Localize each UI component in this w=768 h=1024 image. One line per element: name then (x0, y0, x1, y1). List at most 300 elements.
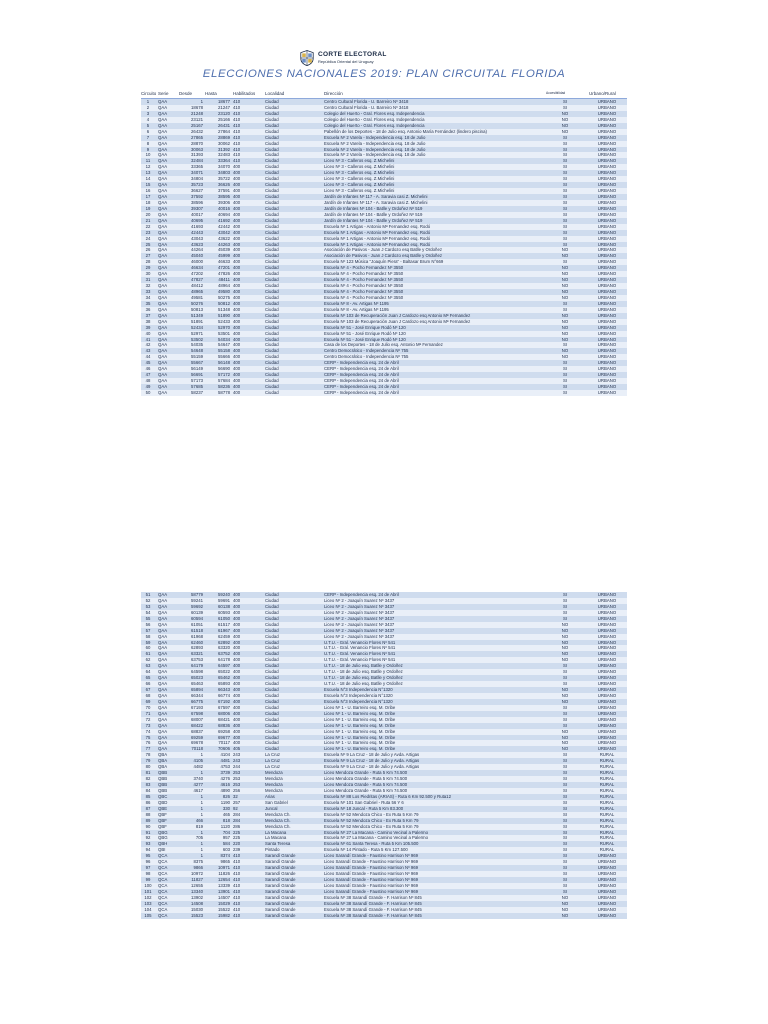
cell-serie: QBA (158, 758, 168, 764)
cell-desde: 15030 (191, 906, 203, 912)
cell-hasta: 18677 (218, 99, 230, 104)
cell-habilitados: 400 (233, 289, 241, 294)
cell-circuito: 70 (145, 704, 151, 710)
cell-localidad: Ciudad (265, 223, 279, 229)
cell-desde: 1 (200, 829, 203, 835)
cell-urbano-rural: RURAL (599, 835, 615, 841)
cell-hasta: 28869 (218, 134, 230, 140)
cell-urbano-rural: URBANO (597, 853, 617, 859)
cell-urbano-rural: URBANO (597, 900, 617, 906)
cell-localidad: Mendoza Ch. (265, 817, 291, 823)
cell-urbano-rural: URBANO (597, 877, 617, 882)
cell-circuito: 5 (146, 122, 150, 128)
cell-direccion: Escuela N°3 Independencia N°1320 (324, 698, 393, 704)
cell-serie: QAA (158, 223, 168, 229)
cell-desde: 35723 (191, 182, 203, 188)
cell-desde: 46634 (191, 265, 203, 271)
cell-serie: QAA (158, 205, 168, 211)
cell-habilitados: 400 (233, 627, 241, 633)
cell-circuito: 91 (145, 829, 151, 835)
cell-localidad: Ciudad (265, 330, 279, 336)
cell-localidad: Ciudad (265, 687, 279, 692)
cell-urbano-rural: URBANO (597, 865, 617, 871)
cell-circuito: 79 (145, 758, 151, 764)
cell-localidad: La Macana (265, 829, 287, 835)
cell-accesibilidad: SI (562, 366, 568, 372)
cell-habilitados: 400 (233, 312, 241, 318)
cell-circuito: 46 (145, 366, 151, 372)
cell-circuito: 47 (145, 372, 151, 378)
cell-habilitados: 400 (233, 259, 241, 265)
cell-desde: 60594 (191, 615, 203, 621)
cell-accesibilidad: SI (562, 817, 568, 823)
cell-direccion: Liceo Sarandí Grande - Faustino Harrison Nº 969 (324, 871, 419, 877)
cell-accesibilidad: NO (561, 122, 569, 128)
cell-hasta: 15029 (218, 900, 230, 906)
cell-circuito: 34 (145, 294, 151, 300)
cell-serie: QAA (158, 104, 168, 110)
cell-localidad: La Macana (265, 835, 287, 841)
cell-urbano-rural: URBANO (597, 888, 617, 894)
cell-hasta: 66774 (218, 692, 230, 698)
cell-serie: QAA (158, 639, 168, 645)
cell-desde: 65023 (191, 675, 203, 681)
cell-habilitados: 400 (233, 360, 241, 366)
cell-accesibilidad: SI (562, 758, 568, 764)
cell-serie: QAA (158, 140, 168, 146)
cell-hasta: 58778 (218, 389, 230, 395)
cell-hasta: 957 (222, 835, 230, 841)
cell-hasta: 49580 (218, 289, 230, 294)
cell-serie: QAA (158, 366, 168, 372)
cell-urbano-rural: URBANO (597, 348, 617, 354)
cell-direccion: Liceo Nº 1 - U. Barreiro esq. M. Oribe (324, 710, 396, 716)
cell-circuito: 26 (145, 247, 151, 253)
cell-habilitados: 410 (233, 912, 241, 918)
cell-desde: 48965 (191, 289, 203, 294)
cell-habilitados: 410 (233, 900, 241, 906)
cell-urbano-rural: URBANO (597, 372, 617, 378)
cell-habilitados: 253 (233, 770, 241, 776)
cell-urbano-rural: URBANO (597, 592, 617, 597)
cell-localidad: Sarandí Grande (265, 853, 296, 859)
cell-hasta: 10971 (218, 865, 230, 871)
cell-direccion: Escuela N°3 Independencia N°1320 (324, 687, 393, 692)
cell-localidad: Ciudad (265, 289, 279, 294)
circuit-table-page-1 (141, 89, 627, 396)
cell-circuito: 4 (146, 116, 150, 122)
cell-circuito: 49 (145, 384, 151, 389)
cell-localidad: Ciudad (265, 122, 279, 128)
cell-accesibilidad: NO (561, 354, 569, 360)
cell-desde: 57173 (191, 378, 203, 384)
cell-direccion: Centro Democrático - Independencia Nº 755 (324, 348, 409, 354)
cell-accesibilidad: NO (561, 740, 569, 746)
cell-circuito: 55 (145, 615, 151, 621)
cell-desde: 1 (200, 793, 203, 799)
cell-serie: QAA (158, 271, 168, 277)
cell-serie: QAA (158, 651, 168, 657)
cell-hasta: 69258 (218, 728, 230, 734)
cell-hasta: 21247 (218, 104, 230, 110)
cell-desde: 70118 (191, 746, 203, 752)
cell-habilitados: 400 (233, 657, 241, 663)
cell-urbano-rural: URBANO (597, 289, 617, 294)
cell-desde: 33365 (191, 164, 203, 170)
cell-urbano-rural: URBANO (597, 176, 617, 182)
cell-desde: 69678 (191, 740, 203, 746)
cell-accesibilidad: NO (561, 692, 569, 698)
cell-serie: QAA (158, 176, 168, 182)
cell-localidad: Ciudad (265, 746, 279, 752)
cell-desde: 34804 (191, 176, 203, 182)
cell-circuito: 18 (145, 199, 151, 205)
cell-direccion: Liceo Nº 1 - U. Barreiro esq. M. Oribe (324, 746, 396, 752)
cell-circuito: 36 (145, 306, 151, 312)
cell-localidad: Ciudad (265, 728, 279, 734)
cell-urbano-rural: URBANO (597, 312, 617, 318)
cell-urbano-rural: URBANO (597, 152, 617, 158)
cell-localidad: Ciudad (265, 592, 279, 597)
cell-accesibilidad: NO (561, 110, 569, 116)
cell-urbano-rural: URBANO (597, 639, 617, 645)
cell-habilitados: 239 (233, 847, 241, 853)
cell-desde: 25167 (191, 122, 203, 128)
cell-habilitados: 400 (233, 372, 241, 378)
column-header: Habilitados (233, 91, 256, 96)
cell-urbano-rural: URBANO (597, 366, 617, 372)
cell-serie: QBD (158, 799, 168, 805)
cell-desde: 62460 (191, 639, 203, 645)
cell-hasta: 30062 (218, 140, 230, 146)
cell-localidad: Mendoza (265, 787, 283, 793)
cell-serie: QBF (158, 823, 167, 829)
cell-urbano-rural: URBANO (597, 217, 617, 223)
cell-hasta: 4890 (220, 787, 230, 793)
cell-accesibilidad: NO (561, 294, 569, 300)
corte-electoral-logo-icon (300, 50, 314, 66)
cell-desde: 60139 (191, 609, 203, 615)
cell-urbano-rural: URBANO (597, 912, 617, 918)
cell-serie: QBB (158, 770, 168, 776)
cell-direccion: Colegio del Huerto - Gral. Flores esq. Independencia (324, 110, 425, 116)
cell-urbano-rural: URBANO (597, 122, 617, 128)
cell-habilitados: 400 (233, 704, 241, 710)
cell-accesibilidad: NO (561, 318, 569, 324)
cell-serie: QAA (158, 692, 168, 698)
cell-direccion: CERP - Independencia esq. 24 de Abril (324, 378, 399, 384)
cell-urbano-rural: URBANO (597, 253, 617, 259)
cell-urbano-rural: URBANO (597, 657, 617, 663)
cell-localidad: Arias (265, 793, 275, 799)
cell-urbano-rural: URBANO (597, 603, 617, 609)
cell-serie: QAA (158, 152, 168, 158)
cell-direccion: Jardín de Infantes Nº 104 - Batlle y Ordoñez Nº 519 (324, 217, 423, 223)
cell-serie: QAA (158, 360, 168, 366)
cell-accesibilidad: NO (561, 651, 569, 657)
cell-localidad: Ciudad (265, 300, 279, 306)
cell-serie: QAA (158, 217, 168, 223)
cell-urbano-rural: URBANO (597, 378, 617, 384)
cell-hasta: 66343 (218, 687, 230, 692)
cell-urbano-rural: RURAL (599, 764, 615, 770)
cell-accesibilidad: SI (562, 829, 568, 835)
cell-habilitados: 400 (233, 366, 241, 372)
cell-circuito: 62 (145, 657, 151, 663)
cell-localidad: Ciudad (265, 188, 279, 194)
cell-urbano-rural: URBANO (597, 609, 617, 615)
column-header: Accesibilidad (546, 91, 566, 95)
cell-habilitados: 400 (233, 223, 241, 229)
cell-localidad: Ciudad (265, 336, 279, 342)
cell-direccion: Asociación de Pasivos - Juan J Cardozo esq Batlle y Ordoñez (324, 253, 442, 259)
cell-urbano-rural: URBANO (597, 164, 617, 170)
cell-desde: 63753 (191, 657, 203, 663)
cell-circuito: 102 (144, 894, 152, 900)
cell-circuito: 71 (145, 710, 151, 716)
cell-desde: 62893 (191, 645, 203, 651)
cell-accesibilidad: SI (562, 770, 568, 776)
cell-serie: QAA (158, 687, 168, 692)
cell-habilitados: 400 (233, 639, 241, 645)
cell-hasta: 15982 (218, 912, 230, 918)
cell-direccion: Escuela Nº 1 Artigas - Antonio Mª Fernandez esq. Rodó (324, 229, 431, 235)
cell-serie: QAA (158, 609, 168, 615)
cell-accesibilidad: NO (561, 906, 569, 912)
cell-localidad: Juncal (265, 805, 278, 811)
cell-desde: 68422 (191, 722, 203, 728)
cell-localidad: La Cruz (265, 752, 281, 758)
cell-localidad: Ciudad (265, 716, 279, 722)
cell-direccion: Escuela Nº 9 La Cruz - 18 de Julio y Avda. Artigas (324, 764, 420, 770)
cell-circuito: 63 (145, 663, 151, 669)
cell-serie: QAA (158, 128, 168, 134)
cell-serie: QAA (158, 265, 168, 271)
cell-hasta: 62459 (218, 633, 230, 639)
cell-urbano-rural: URBANO (597, 669, 617, 675)
cell-localidad: Ciudad (265, 306, 279, 312)
cell-direccion: U.T.U. - Gral. Venancio Flores Nº 541 (324, 645, 396, 651)
cell-circuito: 105 (144, 912, 152, 918)
cell-accesibilidad: SI (562, 205, 568, 211)
cell-serie: QCA (158, 871, 168, 877)
column-header: Urbano/Rural (589, 91, 616, 96)
cell-hasta: 3739 (220, 770, 230, 776)
cell-direccion: U.T.U. - Gral. Venancio Flores Nº 541 (324, 639, 396, 645)
cell-circuito: 41 (145, 336, 151, 342)
cell-desde: 10972 (191, 871, 203, 877)
cell-hasta: 25166 (218, 116, 230, 122)
cell-accesibilidad: SI (562, 384, 568, 389)
cell-serie: QBF (158, 817, 167, 823)
cell-accesibilidad: SI (562, 597, 568, 603)
cell-serie: QAA (158, 728, 168, 734)
cell-circuito: 30 (145, 271, 151, 277)
cell-accesibilidad: SI (562, 681, 568, 687)
cell-circuito: 56 (145, 621, 151, 627)
cell-hasta: 55666 (218, 354, 230, 360)
cell-hasta: 4276 (220, 776, 230, 782)
cell-circuito: 24 (145, 235, 151, 241)
cell-serie: QAA (158, 698, 168, 704)
cell-circuito: 97 (145, 865, 151, 871)
cell-desde: 61518 (191, 627, 203, 633)
cell-circuito: 33 (145, 289, 151, 294)
cell-circuito: 54 (145, 609, 151, 615)
cell-circuito: 17 (145, 194, 151, 199)
cell-hasta: 60593 (218, 609, 230, 615)
cell-urbano-rural: URBANO (597, 675, 617, 681)
cell-circuito: 28 (145, 259, 151, 265)
cell-accesibilidad: SI (562, 134, 568, 140)
cell-accesibilidad: SI (562, 211, 568, 217)
cell-urbano-rural: URBANO (597, 104, 617, 110)
cell-direccion: Escuela Nº 2 Varela - Independencia esq. 18 de Julio (324, 134, 426, 140)
cell-circuito: 21 (145, 217, 151, 223)
cell-hasta: 33364 (218, 158, 230, 164)
cell-localidad: Sarandí Grande (265, 877, 296, 882)
cell-desde: 705 (195, 835, 203, 841)
cell-circuito: 3 (146, 110, 150, 116)
cell-direccion: Escuela N°3 Independencia N°1320 (324, 692, 393, 698)
cell-habilitados: 410 (233, 104, 241, 110)
cell-localidad: Ciudad (265, 283, 279, 289)
cell-accesibilidad: NO (561, 912, 569, 918)
cell-accesibilidad: SI (562, 782, 568, 787)
cell-direccion: Escuela Nº 38 Sarandí Grande - F. Harrison Nº 845 (324, 894, 422, 900)
cell-hasta: 45999 (218, 253, 230, 259)
cell-habilitados: 400 (233, 194, 241, 199)
cell-desde: 46000 (191, 259, 203, 265)
cell-serie: QBG (158, 835, 168, 841)
cell-habilitados: 400 (233, 687, 241, 692)
cell-habilitados: 400 (233, 318, 241, 324)
cell-direccion: CERP - Independencia esq. 24 de Abril (324, 389, 399, 395)
cell-hasta: 70606 (218, 746, 230, 752)
cell-accesibilidad: SI (562, 372, 568, 378)
cell-habilitados: 400 (233, 669, 241, 675)
cell-desde: 68007 (191, 716, 203, 722)
cell-desde: 47202 (191, 271, 203, 277)
column-header: Desde (179, 91, 193, 96)
cell-accesibilidad: SI (562, 603, 568, 609)
cell-serie: QBA (158, 752, 168, 758)
cell-direccion: Escuela Nº 52 Mendoza Chico - Ex Ruta 5 Km 79 (324, 811, 419, 817)
cell-urbano-rural: RURAL (599, 776, 615, 782)
cell-habilitados: 410 (233, 882, 241, 888)
cell-serie: QAA (158, 99, 168, 104)
cell-accesibilidad: SI (562, 378, 568, 384)
cell-desde: 41693 (191, 223, 203, 229)
cell-desde: 61051 (191, 621, 203, 627)
cell-circuito: 68 (145, 692, 151, 698)
cell-direccion: Liceo Nº 3 - Calleros esq. Z.Michelini (324, 188, 395, 194)
cell-circuito: 104 (144, 906, 152, 912)
cell-hasta: 42442 (218, 223, 230, 229)
cell-localidad: Ciudad (265, 740, 279, 746)
cell-hasta: 27864 (218, 128, 230, 134)
cell-circuito: 44 (145, 354, 151, 360)
cell-serie: QBB (158, 776, 168, 782)
cell-desde: 4277 (193, 782, 203, 787)
cell-circuito: 14 (145, 176, 151, 182)
cell-desde: 8375 (193, 859, 203, 865)
cell-circuito: 20 (145, 211, 151, 217)
cell-desde: 1 (200, 841, 203, 847)
cell-accesibilidad: NO (561, 627, 569, 633)
cell-urbano-rural: URBANO (597, 663, 617, 669)
cell-urbano-rural: URBANO (597, 716, 617, 722)
cell-habilitados: 400 (233, 164, 241, 170)
cell-localidad: Pintado (265, 847, 280, 853)
cell-habilitados: 286 (233, 823, 241, 829)
cell-habilitados: 400 (233, 621, 241, 627)
cell-localidad: Sarandí Grande (265, 871, 296, 877)
cell-desde: 13340 (191, 888, 203, 894)
cell-desde: 1 (200, 805, 203, 811)
cell-circuito: 12 (145, 164, 151, 170)
cell-circuito: 92 (145, 835, 151, 841)
table-row (141, 390, 627, 396)
cell-localidad: Ciudad (265, 348, 279, 354)
cell-habilitados: 253 (233, 782, 241, 787)
cell-serie: QAA (158, 746, 168, 752)
cell-circuito: 73 (145, 722, 151, 728)
cell-localidad: Ciudad (265, 259, 279, 265)
cell-direccion: Escuela Nº 4 - Pocho Fernandez Nº 3550 (324, 265, 404, 271)
cell-serie: QAA (158, 342, 168, 348)
cell-habilitados: 400 (233, 692, 241, 698)
cell-urbano-rural: URBANO (597, 615, 617, 621)
cell-hasta: 47826 (218, 271, 230, 277)
cell-urbano-rural: URBANO (597, 194, 617, 199)
cell-accesibilidad: NO (561, 116, 569, 122)
cell-localidad: Ciudad (265, 229, 279, 235)
cell-habilitados: 400 (233, 592, 241, 597)
cell-habilitados: 284 (233, 811, 241, 817)
cell-direccion: Jardín de Infantes Nº 117 - A. Saravia casi Z. Michelini (324, 199, 428, 205)
cell-urbano-rural: URBANO (597, 300, 617, 306)
cell-circuito: 77 (145, 746, 151, 752)
cell-circuito: 53 (145, 603, 151, 609)
cell-localidad: Ciudad (265, 199, 279, 205)
cell-urbano-rural: RURAL (599, 829, 615, 835)
cell-hasta: 54647 (218, 342, 230, 348)
cell-habilitados: 400 (233, 294, 241, 300)
cell-localidad: Mendoza Ch. (265, 823, 291, 829)
cell-urbano-rural: RURAL (599, 787, 615, 793)
cell-urbano-rural: RURAL (599, 793, 615, 799)
cell-circuito: 22 (145, 223, 151, 229)
cell-hasta: 43042 (218, 229, 230, 235)
cell-hasta: 46633 (218, 259, 230, 265)
cell-hasta: 34070 (218, 164, 230, 170)
cell-habilitados: 400 (233, 283, 241, 289)
cell-circuito: 76 (145, 740, 151, 746)
cell-habilitados: 400 (233, 645, 241, 651)
cell-desde: 63321 (191, 651, 203, 657)
cell-serie: QAA (158, 336, 168, 342)
cell-localidad: Ciudad (265, 241, 279, 247)
cell-localidad: Mendoza (265, 776, 283, 782)
cell-accesibilidad: SI (562, 146, 568, 152)
cell-habilitados: 410 (233, 99, 241, 104)
cell-accesibilidad: NO (561, 336, 569, 342)
cell-serie: QAA (158, 675, 168, 681)
cell-accesibilidad: SI (562, 669, 568, 675)
cell-circuito: 94 (145, 847, 151, 853)
cell-direccion: CERP - Independencia esq. 24 de Abril (324, 372, 399, 378)
